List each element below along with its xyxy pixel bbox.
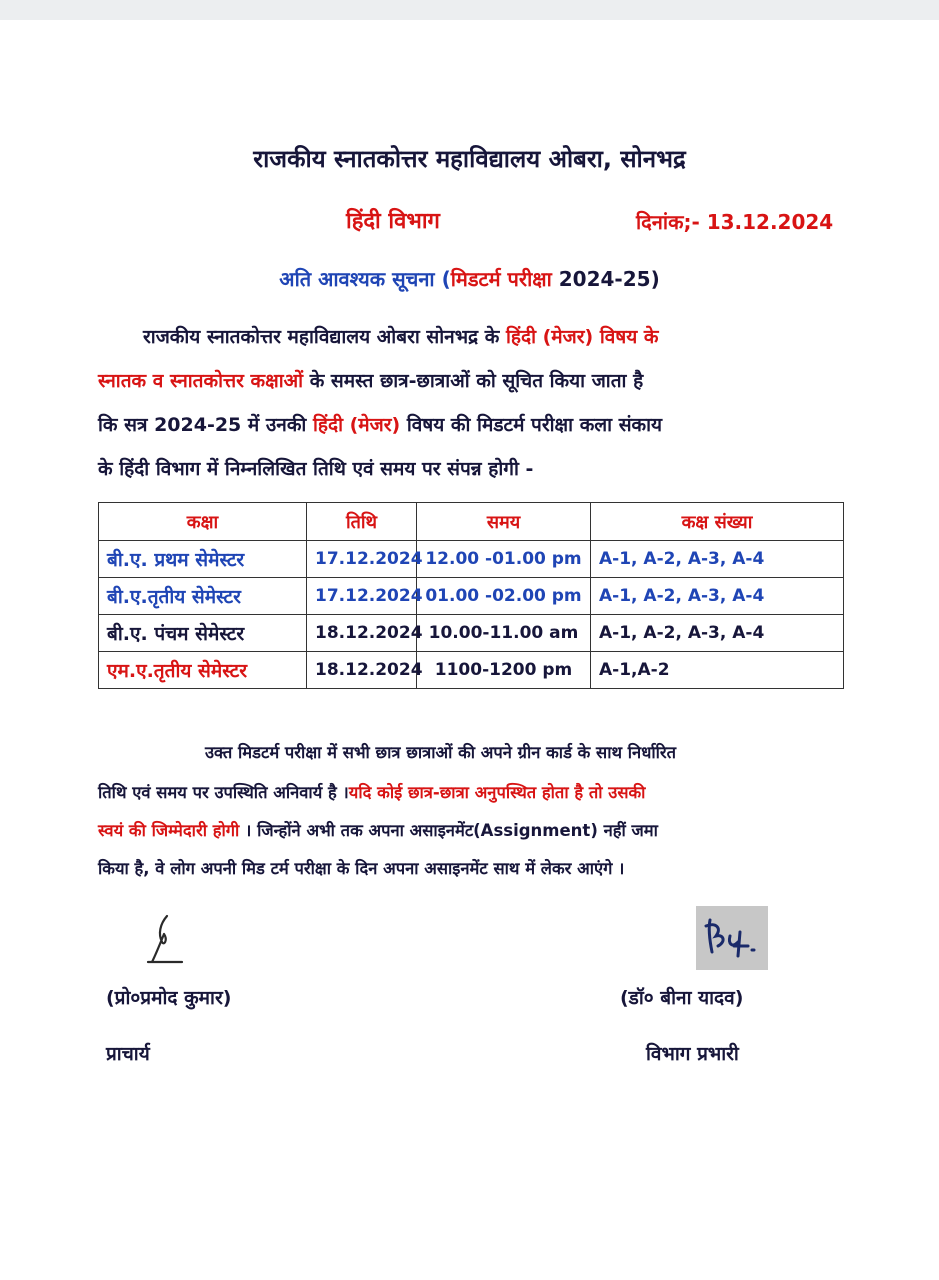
intro-text: विषय की मिडटर्म परीक्षा कला संकाय (400, 414, 663, 436)
class-cell: बी.ए.तृतीय सेमेस्टर (99, 578, 307, 615)
class-cell: एम.ए.तृतीय सेमेस्टर (99, 652, 307, 689)
time-cell: 10.00-11.00 am (417, 615, 591, 652)
table-row (99, 615, 844, 652)
top-bar (0, 0, 939, 20)
date-cell: 18.12.2024 (307, 615, 417, 652)
instruction-line-2 (98, 778, 645, 808)
notice-heading-part3: 2024-25) (558, 267, 660, 291)
table-row (99, 578, 844, 615)
date-cell: 17.12.2024 (307, 541, 417, 578)
intro-line-1 (143, 318, 659, 356)
intro-highlight: हिंदी (मेजर) विषय के (505, 326, 659, 348)
room-cell: A-1, A-2, A-3, A-4 (591, 615, 844, 652)
intro-line-4: के हिंदी विभाग में निम्नलिखित तिथि एवं समय पर संपन्न होगी - (98, 458, 534, 480)
instruction-line-4: किया है, वे लोग अपनी मिड टर्म परीक्षा के दिन अपना असाइनमेंट साथ में लेकर आएंगे । (98, 859, 625, 878)
time-cell: 12.00 -01.00 pm (417, 541, 591, 578)
instruction-highlight: यदि कोई छात्र-छात्रा अनुपस्थित होता है तो उसकी (348, 783, 646, 802)
header-time: समय (417, 503, 591, 541)
instruction-line-3 (98, 816, 658, 846)
table-header-row (99, 503, 844, 541)
room-cell: A-1, A-2, A-3, A-4 (591, 541, 844, 578)
instruction-text: । जिन्होंने अभी तक अपना असाइनमेंट(Assignment) नहीं जमा (239, 821, 658, 840)
time-cell: 1100-1200 pm (417, 652, 591, 689)
class-cell: बी.ए. प्रथम सेमेस्टर (99, 541, 307, 578)
intro-text: राजकीय स्नातकोत्तर महाविद्यालय ओबरा सोनभद्र के (143, 326, 506, 348)
notice-heading-part1: अति आवश्यक सूचना ( (279, 267, 451, 291)
notice-heading (0, 265, 939, 292)
time-cell: 01.00 -02.00 pm (417, 578, 591, 615)
table-row (99, 541, 844, 578)
notice-heading-part2: मिडटर्म परीक्षा (450, 267, 559, 291)
principal-signature (140, 912, 190, 972)
notice-date: दिनांक;- 13.12.2024 (636, 210, 834, 234)
principal-name: (प्रो०प्रमोद कुमार) (106, 987, 232, 1009)
header-class: कक्षा (99, 503, 307, 541)
hod-role: विभाग प्रभारी (646, 1043, 739, 1065)
department-name: हिंदी विभाग (346, 209, 440, 234)
hod-signature (696, 906, 768, 970)
header-date: तिथि (307, 503, 417, 541)
intro-line-2 (98, 362, 643, 400)
college-title: राजकीय स्नातकोत्तर महाविद्यालय ओबरा, सोनभद्र (253, 145, 686, 173)
class-cell: बी.ए. पंचम सेमेस्टर (99, 615, 307, 652)
intro-text: कि सत्र 2024-25 में उनकी (98, 414, 313, 436)
instruction-line-1: उक्त मिडटर्म परीक्षा में सभी छात्र छात्राओं की अपने ग्रीन कार्ड के साथ निर्धारित (205, 743, 677, 762)
room-cell: A-1,A-2 (591, 652, 844, 689)
date-cell: 18.12.2024 (307, 652, 417, 689)
instruction-highlight: स्वयं की जिम्मेदारी होगी (98, 821, 240, 840)
header-room: कक्ष संख्या (591, 503, 844, 541)
date-cell: 17.12.2024 (307, 578, 417, 615)
exam-schedule-table (98, 502, 844, 689)
intro-line-3 (98, 406, 662, 444)
intro-highlight: हिंदी (मेजर) (312, 414, 401, 436)
table-row (99, 652, 844, 689)
hod-name: (डॉ० बीना यादव) (620, 987, 744, 1009)
intro-highlight: स्नातक व स्नातकोत्तर कक्षाओं (98, 370, 304, 392)
instruction-text: तिथि एवं समय पर उपस्थिति अनिवार्य है । (98, 783, 349, 802)
room-cell: A-1, A-2, A-3, A-4 (591, 578, 844, 615)
intro-text: के समस्त छात्र-छात्राओं को सूचित किया जाता है (303, 370, 644, 392)
principal-role: प्राचार्य (106, 1043, 150, 1065)
